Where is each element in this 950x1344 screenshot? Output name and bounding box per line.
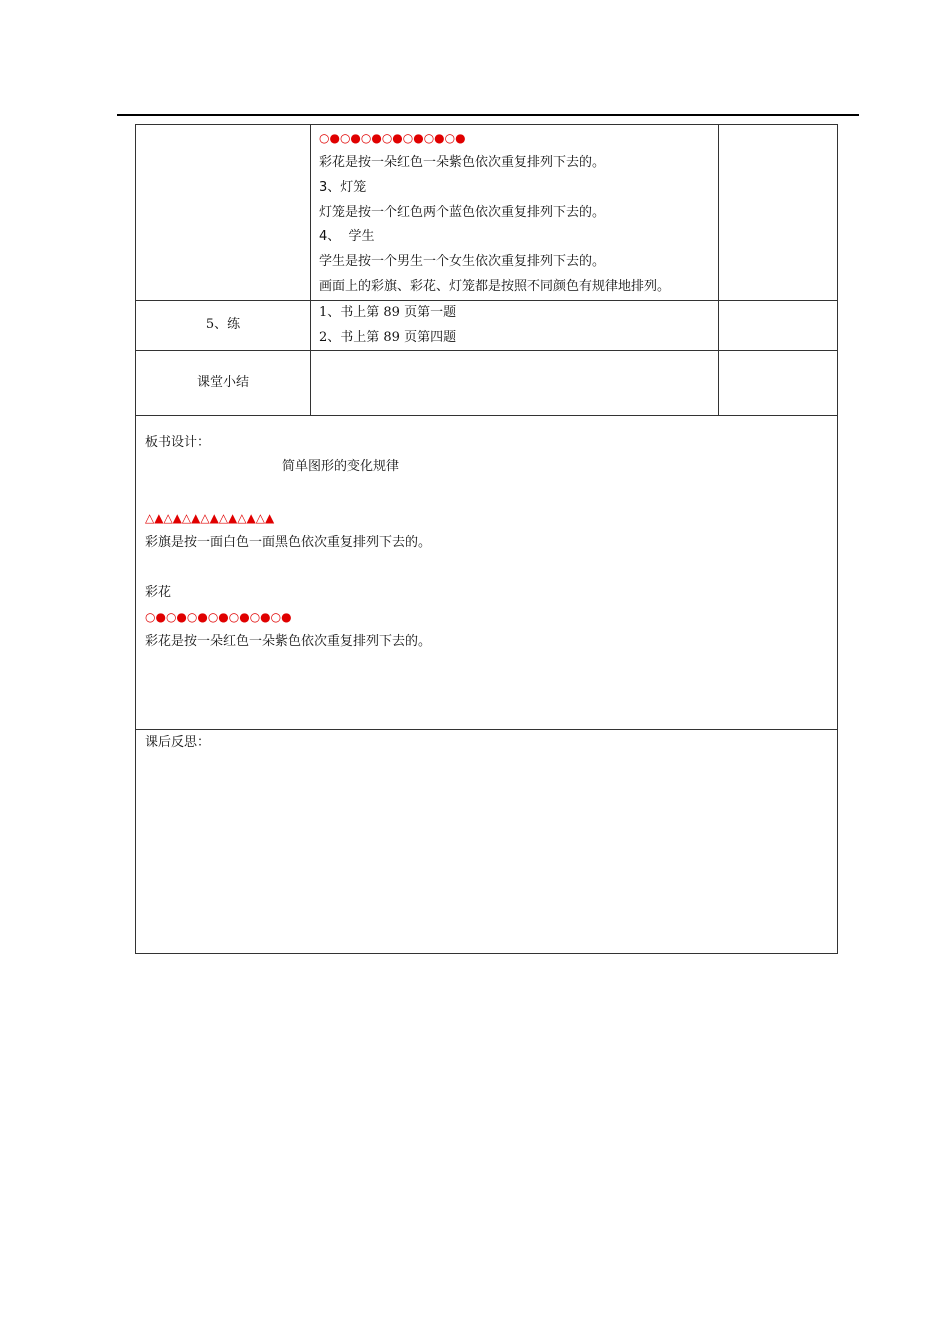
item4-number: 4、 — [319, 229, 341, 244]
summary-desc: 画面上的彩旗、彩花、灯笼都是按照不同颜色有规律地排列。 — [319, 279, 671, 294]
flower-pattern: ○●○●○●○●○●○●○● — [319, 131, 466, 145]
board-flower-desc: 彩花是按一朵红色一朵紫色依次重复排列下去的。 — [145, 634, 432, 649]
row-divider-2 — [136, 350, 837, 351]
practice-label: 5、练 — [205, 317, 241, 332]
col-divider-left — [310, 125, 311, 415]
item3-heading — [319, 178, 366, 198]
practice-item-1: 1、书上第 89 页第一题 — [319, 305, 457, 320]
item4-heading — [319, 227, 375, 247]
reflection-label: 课后反思： — [145, 735, 211, 750]
row-divider-1 — [136, 300, 837, 301]
flag-pattern: △▲△▲△▲△▲△▲△▲△▲ — [145, 511, 275, 525]
class-summary-label: 课堂小结 — [196, 375, 249, 390]
student-desc: 学生是按一个男生一个女生依次重复排列下去的。 — [319, 254, 606, 269]
row-divider-4 — [136, 729, 837, 730]
board-flower-label: 彩花 — [145, 585, 172, 600]
col-divider-right — [718, 125, 719, 415]
lesson-table — [135, 124, 838, 954]
board-title: 简单图形的变化规律 — [282, 459, 400, 474]
practice-item-2: 2、书上第 89 页第四题 — [319, 330, 457, 345]
item3-title: 灯笼 — [340, 180, 367, 195]
lantern-desc: 灯笼是按一个红色两个蓝色依次重复排列下去的。 — [319, 205, 606, 220]
item4-title: 学生 — [348, 229, 375, 244]
flag-desc: 彩旗是按一面白色一面黑色依次重复排列下去的。 — [145, 535, 432, 550]
header-rule — [117, 114, 859, 116]
row-divider-3 — [136, 415, 837, 416]
board-flower-pattern: ○●○●○●○●○●○●○● — [145, 610, 292, 624]
item3-number: 3、 — [319, 180, 341, 195]
board-label: 板书设计： — [145, 435, 211, 450]
flower-desc: 彩花是按一朵红色一朵紫色依次重复排列下去的。 — [319, 155, 606, 170]
